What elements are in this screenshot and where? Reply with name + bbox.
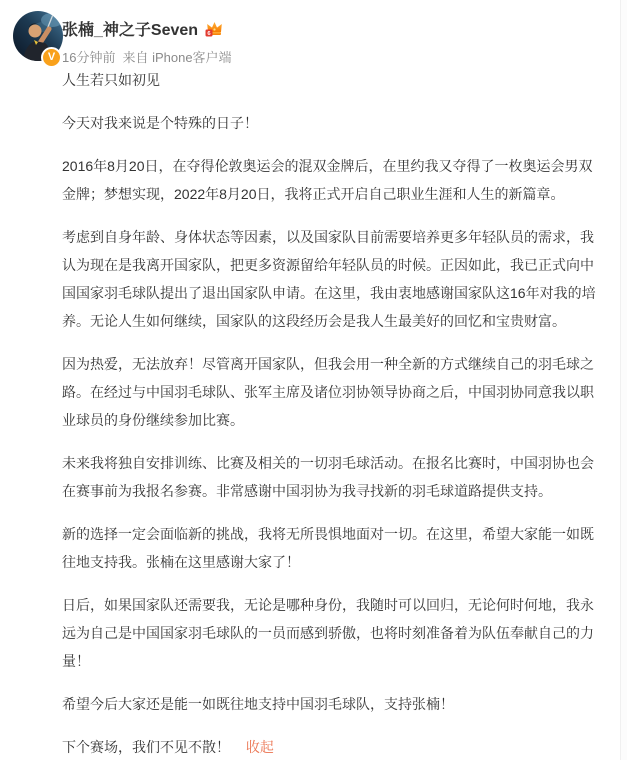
post-paragraph: 未来我将独自安排训练、比赛及相关的一切羽毛球活动。在报名比赛时，中国羽协也会在赛事前为我报名参赛。非常感谢中国羽协为我寻找新的羽毛球道路提供支持。 — [62, 455, 594, 499]
post-paragraph: 希望今后大家还是能一如既往地支持中国羽毛球队，支持张楠！ — [62, 696, 454, 712]
vip-crown-icon — [205, 20, 224, 37]
post-paragraph: 今天对我来说是个特殊的日子！ — [62, 115, 258, 131]
user-avatar[interactable] — [13, 11, 63, 61]
post-paragraph: 考虑到自身年龄、身体状态等因素，以及国家队目前需要培养更多年轻队员的需求，我认为现在是我离开国家队，把更多资源留给年轻队员的时候。正因如此，我已正式向中国国家羽毛球队提出了退出国家队申请。在这里，我由衷地感谢国家队这16年对我的培养。无论人生如何继续，国家队的这段经历会是我人生最美好的回忆和宝贵财富。 — [62, 229, 596, 329]
post-paragraph: 人生若只如初见 — [62, 72, 160, 88]
post-paragraph: 2016年8月20日，在夺得伦敦奥运会的混双金牌后，在里约我又夺得了一枚奥运会男双金牌；梦想实现，2022年8月20日，我将正式开启自己职业生涯和人生的新篇章。 — [62, 158, 593, 202]
post-paragraph: 日后，如果国家队还需要我，无论是哪种身份，我随时可以回归，无论何时何地，我永远为自己是中国国家羽毛球队的一员而感到骄傲，也将时刻准备着为队伍奉献自己的力量！ — [62, 597, 594, 669]
post-header — [62, 17, 597, 66]
vip-level-number: 6 — [207, 31, 211, 37]
verified-v-badge-icon: V — [41, 47, 62, 68]
collapse-link[interactable]: 收起 — [245, 739, 274, 755]
post-paragraph: 新的选择一定会面临新的挑战，我将无所畏惧地面对一切。在这里，希望大家能一如既往地支持我。张楠在这里感谢大家了！ — [62, 526, 594, 570]
username[interactable]: 张楠_神之子Seven — [62, 22, 199, 39]
post-paragraphs — [62, 66, 602, 718]
post-paragraph — [62, 733, 602, 760]
post-content — [62, 66, 602, 760]
post-meta — [62, 47, 597, 66]
timestamp: 16分钟前 — [62, 50, 116, 65]
post-paragraph: 因为热爱，无法放弃！尽管离开国家队，但我会用一种全新的方式继续自己的羽毛球之路。在经过与中国羽毛球队、张军主席及诸位羽协领导协商之后，中国羽协同意我以职业球员的身份继续参加比赛。 — [62, 356, 594, 428]
post-last-text: 下个赛场，我们不见不散！ — [62, 739, 230, 755]
post-source: 来自 iPhone客户端 — [122, 50, 232, 65]
card-right-strip — [621, 0, 627, 760]
